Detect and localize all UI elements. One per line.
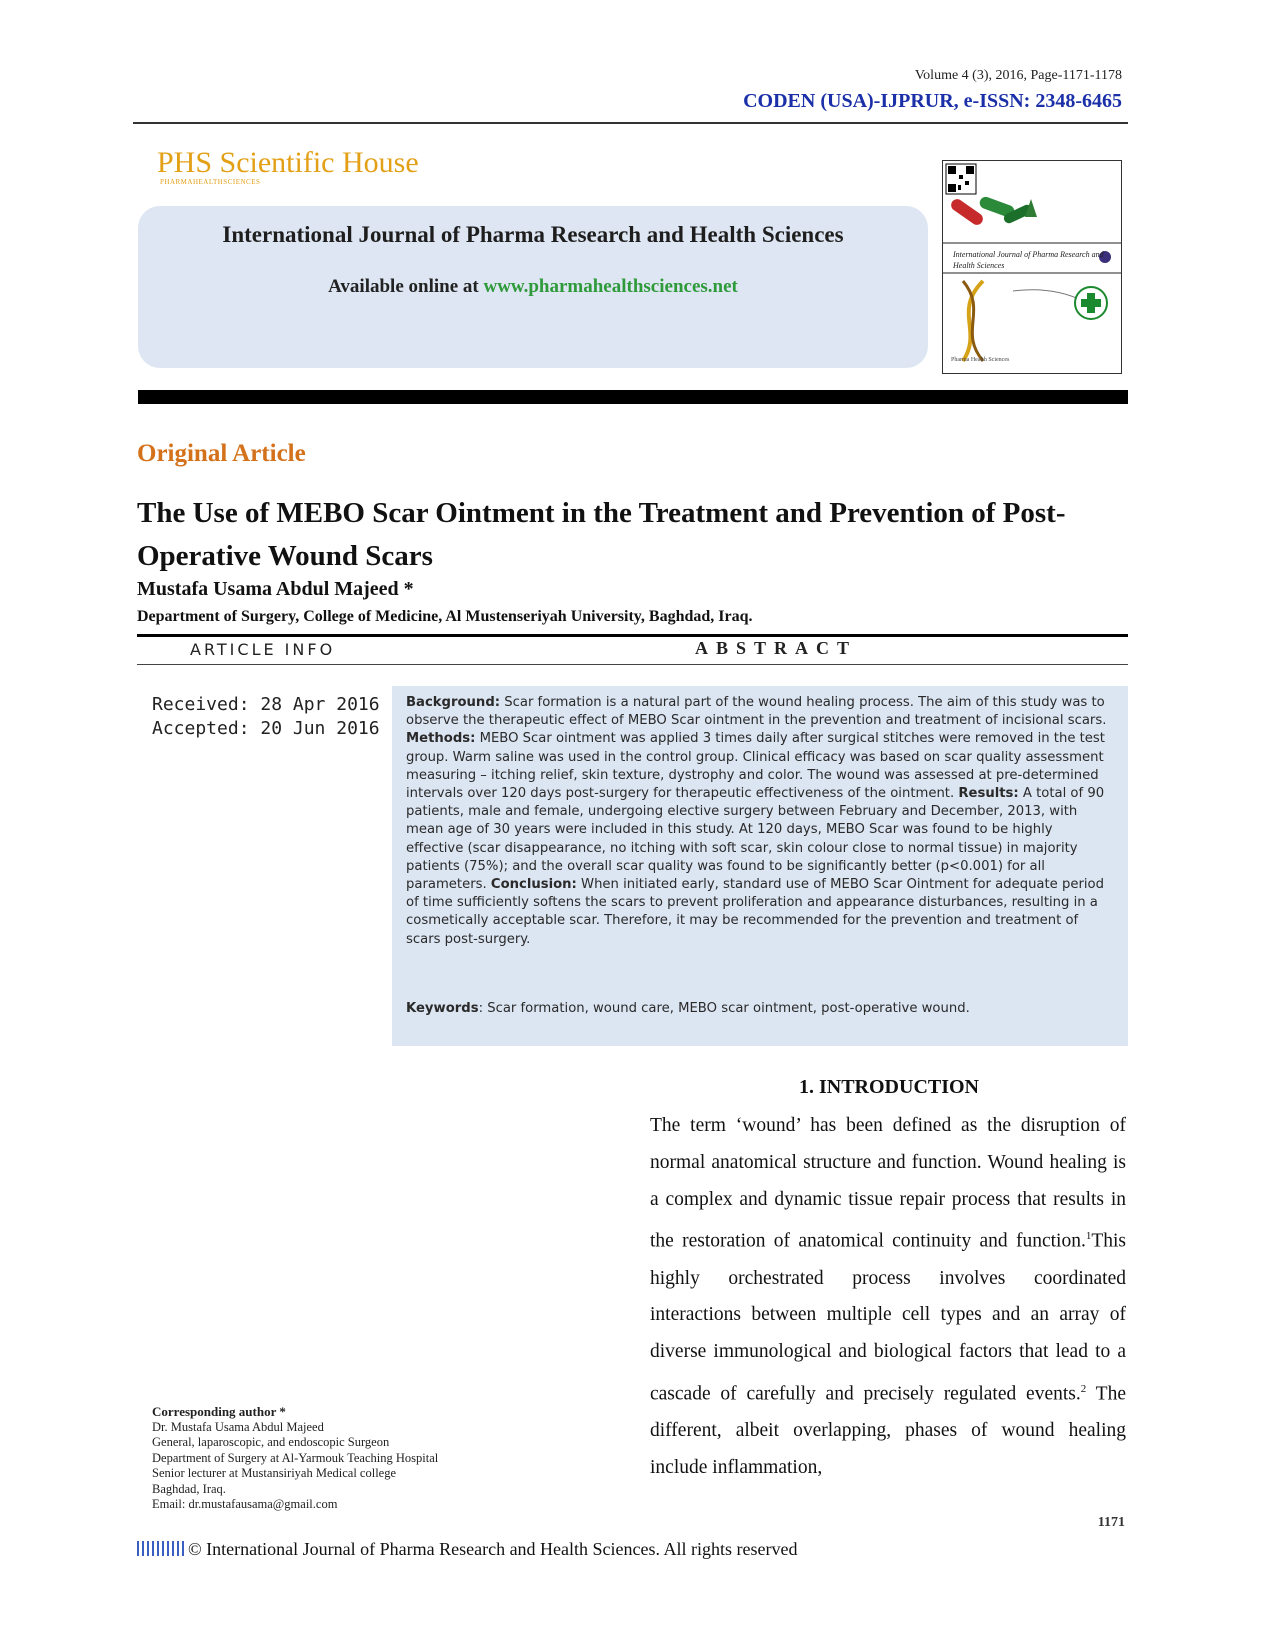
cover-journal-title: International Journal of Pharma Research and Health Sciences	[953, 250, 1104, 270]
keywords	[406, 1000, 1114, 1018]
journal-website-link[interactable]: www.pharmahealthsciences.net	[483, 276, 738, 297]
keywords-label: Keywords	[406, 1001, 479, 1016]
background-text: Scar formation is a natural part of the wound healing process. The aim of this study was to observe the therapeutic effect of MEBO Scar ointment in the prevention and treatment of incisional scars.	[406, 695, 1107, 729]
top-divider	[133, 122, 1128, 124]
accepted-date: Accepted: 20 Jun 2016	[152, 718, 380, 739]
corresponding-author	[152, 1404, 438, 1513]
results-text: A total of 90 patients, male and female, undergoing elective surgery between February and December, 2013, with mean age of 30 years were included in this study. At 120 days, MEBO Scar was found to be highly effective (scar disappearance, no itching with soft scar, skin colour close to normal tissue) in majority patients (75%); and the overall scar quality was found to be significantly better (p<0.001) for all parameters.	[406, 786, 1105, 893]
intro-text-3: The different, albeit overlapping, phases of wound healing include inflammation,	[650, 1383, 1126, 1479]
introduction-body	[650, 1108, 1126, 1487]
article-info-heading: ARTICLE INFO	[190, 640, 336, 659]
journal-name: International Journal of Pharma Research and Health Sciences	[222, 222, 844, 247]
author-name: Mustafa Usama Abdul Majeed *	[137, 578, 414, 600]
info-divider	[137, 634, 1128, 637]
corresponding-line: General, laparoscopic, and endoscopic Surgeon	[152, 1435, 390, 1449]
background-label: Background:	[406, 695, 501, 710]
available-online	[138, 276, 928, 298]
copyright-notice: © International Journal of Pharma Research and Health Sciences. All rights reserved	[188, 1539, 798, 1559]
publisher-logo-subtext: PHARMAHEALTHSCIENCES	[160, 178, 261, 186]
cover-footer-text: Pharma Health Sciences	[951, 357, 1010, 363]
results-label: Results:	[958, 786, 1019, 802]
intro-text-1: The term ‘wound’ has been defined as the disruption of normal anatomical structure and function. Wound healing is a complex and dynamic tissue repair process that results in the restoration of anatomical continuity and function.	[650, 1115, 1126, 1252]
qr-code-icon	[946, 164, 976, 194]
publisher-logo: PHS Scientific House	[157, 146, 419, 179]
corresponding-email[interactable]: Email: dr.mustafausama@gmail.com	[152, 1497, 338, 1511]
volume-info: Volume 4 (3), 2016, Page-1171-1178	[914, 68, 1122, 83]
journal-cover-image	[942, 160, 1122, 374]
abstract-heading: ABSTRACT	[695, 638, 858, 658]
keywords-text: : Scar formation, wound care, MEBO scar ointment, post-operative wound.	[478, 1001, 970, 1016]
author-affiliation: Department of Surgery, College of Medicine, Al Mustenseriyah University, Baghdad, Iraq.	[137, 608, 753, 625]
corresponding-author-heading: Corresponding author *	[152, 1404, 286, 1419]
methods-text: MEBO Scar ointment was applied 3 times daily after surgical stitches were removed in the test group. Warm saline was used in the control group. Clinical efficacy was based on scar quality assessment measuring – itching relief, skin texture, dystrophy and color. The wound was assessed at pre-determined intervals over 120 days post-surgery for therapeutic effectiveness of the ointment.	[406, 731, 1105, 802]
coden-issn: CODEN (USA)-IJPRUR, e-ISSN: 2348-6465	[743, 90, 1122, 112]
header-thick-divider	[138, 390, 1128, 404]
intro-text-2: This highly orchestrated process involves coordinated interactions between multiple cell types and an array of diverse immunological and biological factors that lead to a cascade of carefully and precisely regulated events.	[650, 1230, 1126, 1405]
corresponding-line: Dr. Mustafa Usama Abdul Majeed	[152, 1419, 324, 1434]
abstract-body	[406, 694, 1114, 949]
introduction-heading: 1. INTRODUCTION	[798, 1076, 980, 1098]
received-date: Received: 28 Apr 2016	[152, 694, 380, 715]
corresponding-line: Senior lecturer at Mustansiriyah Medical college	[152, 1466, 397, 1480]
page-number: 1171	[1097, 1515, 1125, 1530]
reference-1[interactable]: 1	[1085, 1230, 1092, 1243]
methods-label: Methods:	[406, 731, 476, 747]
reference-2[interactable]: 2	[1080, 1383, 1087, 1396]
section-header-divider	[137, 664, 1128, 665]
conclusion-text: When initiated early, standard use of MEBO Scar Ointment for adequate period of time sufficiently softens the scars to prevent proliferation and appearance disturbances, resulting in a cosmetically acceptable scar. Therefore, it may be recommended for the prevention and treatment of scars post-surgery.	[406, 877, 1104, 947]
available-prefix: Available online at	[328, 276, 484, 297]
corresponding-line: Baghdad, Iraq.	[152, 1481, 226, 1496]
article-type: Original Article	[137, 440, 306, 467]
corresponding-line: Department of Surgery at Al-Yarmouk Teaching Hospital	[152, 1450, 439, 1465]
article-dates	[152, 693, 380, 741]
conclusion-label: Conclusion:	[490, 877, 577, 893]
article-title: The Use of MEBO Scar Ointment in the Treatment and Prevention of Post-Operative Wound Scars	[137, 497, 1066, 572]
footer-bars-icon	[137, 1541, 187, 1556]
